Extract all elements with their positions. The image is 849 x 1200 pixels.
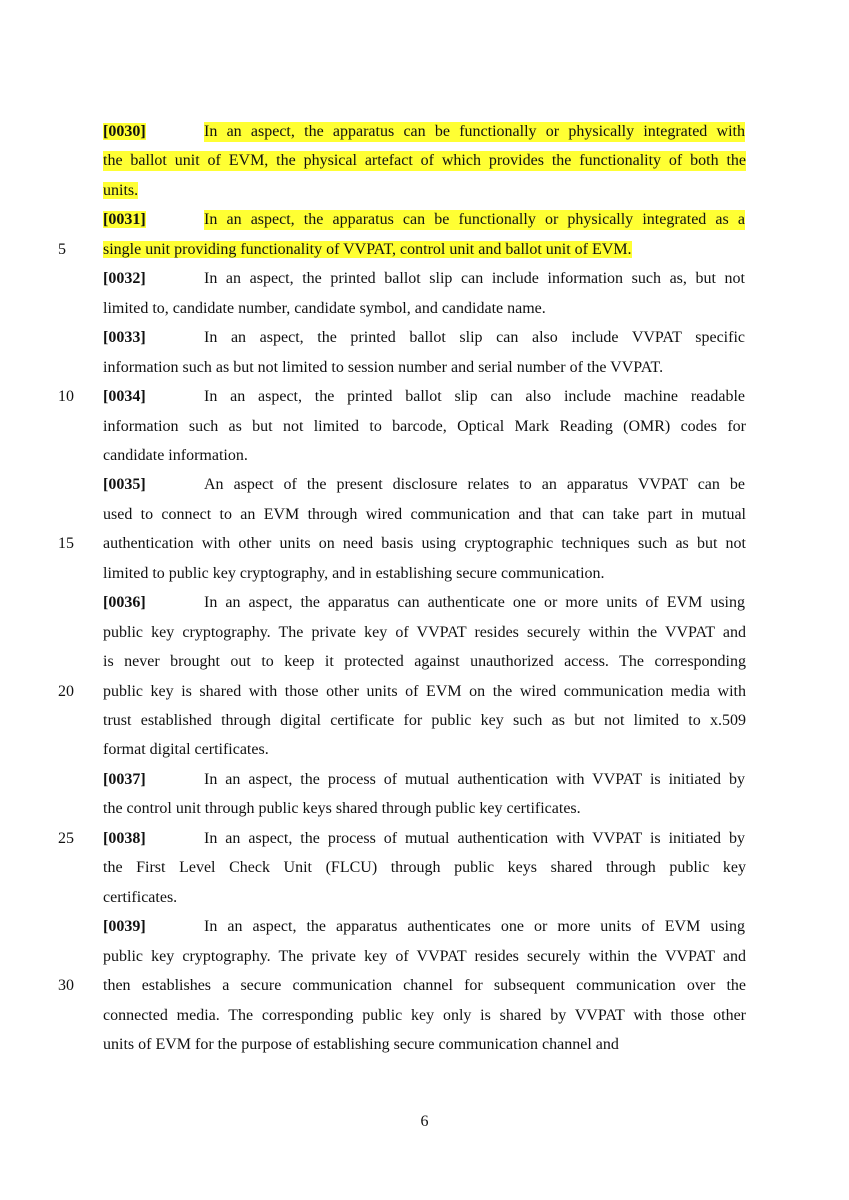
line-number: 15	[58, 535, 74, 553]
paragraph-number	[103, 387, 204, 407]
paragraph-text: In an aspect, the process of mutual authentication with VVPAT is initiated by	[204, 770, 745, 788]
text-line: the First Level Check Unit (FLCU) through public keys shared through public key	[103, 859, 746, 877]
paragraph-number	[103, 475, 204, 495]
text-line: public key cryptography. The private key of VVPAT resides securely within the VVPAT and	[103, 623, 746, 641]
text-line: used to connect to an EVM through wired communication and that can take part in mutual	[103, 505, 746, 523]
paragraph-number	[103, 210, 204, 230]
text-line	[103, 475, 746, 495]
text-line	[103, 770, 746, 790]
paragraph-number	[103, 328, 204, 348]
text-line: information such as but not limited to session number and serial number of the VVPAT.	[103, 358, 664, 376]
paragraph-number	[103, 593, 204, 613]
text-line: units of EVM for the purpose of establishing secure communication channel and	[103, 1035, 619, 1053]
text-line	[103, 210, 746, 230]
text-line	[103, 122, 746, 142]
text-line: limited to public key cryptography, and in establishing secure communication.	[103, 564, 605, 582]
text-line: then establishes a secure communication channel for subsequent communication over the	[103, 977, 746, 995]
text-line	[103, 181, 746, 201]
text-line	[103, 387, 746, 407]
paragraph-number-text: [0030]	[103, 123, 146, 140]
paragraph-number-text: [0031]	[103, 211, 146, 229]
text-line	[103, 328, 746, 348]
paragraph-number-text: [0036]	[103, 594, 146, 612]
text-line: limited to, candidate number, candidate symbol, and candidate name.	[103, 299, 546, 317]
paragraph-number	[103, 122, 204, 142]
text-line: candidate information.	[103, 446, 248, 464]
paragraph-number-text: [0032]	[103, 270, 146, 288]
text-line	[103, 593, 746, 613]
line-number: 20	[58, 682, 74, 700]
text-line: the control unit through public keys shared through public key certificates.	[103, 800, 581, 818]
text-line: trust established through digital certificate for public key such as but not limited to x.509	[103, 712, 746, 729]
paragraph-text: In an aspect, the printed ballot slip can also include machine readable	[204, 388, 745, 406]
text-line	[103, 151, 746, 171]
text-line	[103, 917, 746, 937]
text-line: authentication with other units on need basis using cryptographic techniques such as but not	[103, 535, 746, 553]
page-number: 6	[420, 1113, 429, 1130]
line-number: 5	[58, 240, 66, 258]
text-line: format digital certificates.	[103, 741, 269, 759]
text-line: information such as but not limited to barcode, Optical Mark Reading (OMR) codes for	[103, 417, 746, 435]
paragraph-text: An aspect of the present disclosure relates to an apparatus VVPAT can be	[204, 476, 745, 494]
text-line	[103, 269, 746, 289]
paragraph-text: the ballot unit of EVM, the physical artefact of which provides the functionality of both the	[103, 152, 746, 170]
paragraph-number-text: [0033]	[103, 329, 146, 347]
paragraph-number-text: [0037]	[103, 770, 146, 788]
paragraph-text: In an aspect, the printed ballot slip can also include VVPAT specific	[204, 329, 745, 347]
paragraph-number-text: [0038]	[103, 829, 146, 847]
text-line: public key is shared with those other units of EVM on the wired communication media with	[103, 682, 746, 700]
paragraph-number-text: [0039]	[103, 918, 146, 936]
paragraph-number	[103, 269, 204, 289]
paragraph-number	[103, 829, 204, 849]
paragraph-text: units.	[103, 181, 139, 199]
text-line: connected media. The corresponding public key only is shared by VVPAT with those other	[103, 1006, 746, 1024]
line-number: 25	[58, 829, 74, 847]
paragraph-number-text: [0034]	[103, 388, 146, 406]
paragraph-text: In an aspect, the apparatus authenticates one or more units of EVM using	[204, 918, 745, 936]
line-number: 30	[58, 977, 74, 995]
text-line: public key cryptography. The private key of VVPAT resides securely within the VVPAT and	[103, 947, 746, 965]
paragraph-text: In an aspect, the process of mutual authentication with VVPAT is initiated by	[204, 829, 745, 847]
paragraph-text: single unit providing functionality of VVPAT, control unit and ballot unit of EVM.	[103, 240, 632, 258]
line-number: 10	[58, 388, 74, 406]
paragraph-text: In an aspect, the printed ballot slip can include information such as, but not	[204, 270, 745, 288]
paragraph-number-text: [0035]	[103, 476, 146, 494]
text-line	[103, 829, 746, 849]
text-line: certificates.	[103, 888, 178, 906]
text-line: is never brought out to keep it protected against unauthorized access. The corresponding	[103, 653, 746, 671]
paragraph-number	[103, 917, 204, 937]
text-line	[103, 240, 746, 260]
paragraph-text: In an aspect, the apparatus can be functionally or physically integrated with	[204, 123, 745, 140]
paragraph-text: In an aspect, the apparatus can authenticate one or more units of EVM using	[204, 594, 745, 612]
paragraph-number	[103, 770, 204, 790]
paragraph-text: In an aspect, the apparatus can be functionally or physically integrated as a	[204, 211, 745, 229]
